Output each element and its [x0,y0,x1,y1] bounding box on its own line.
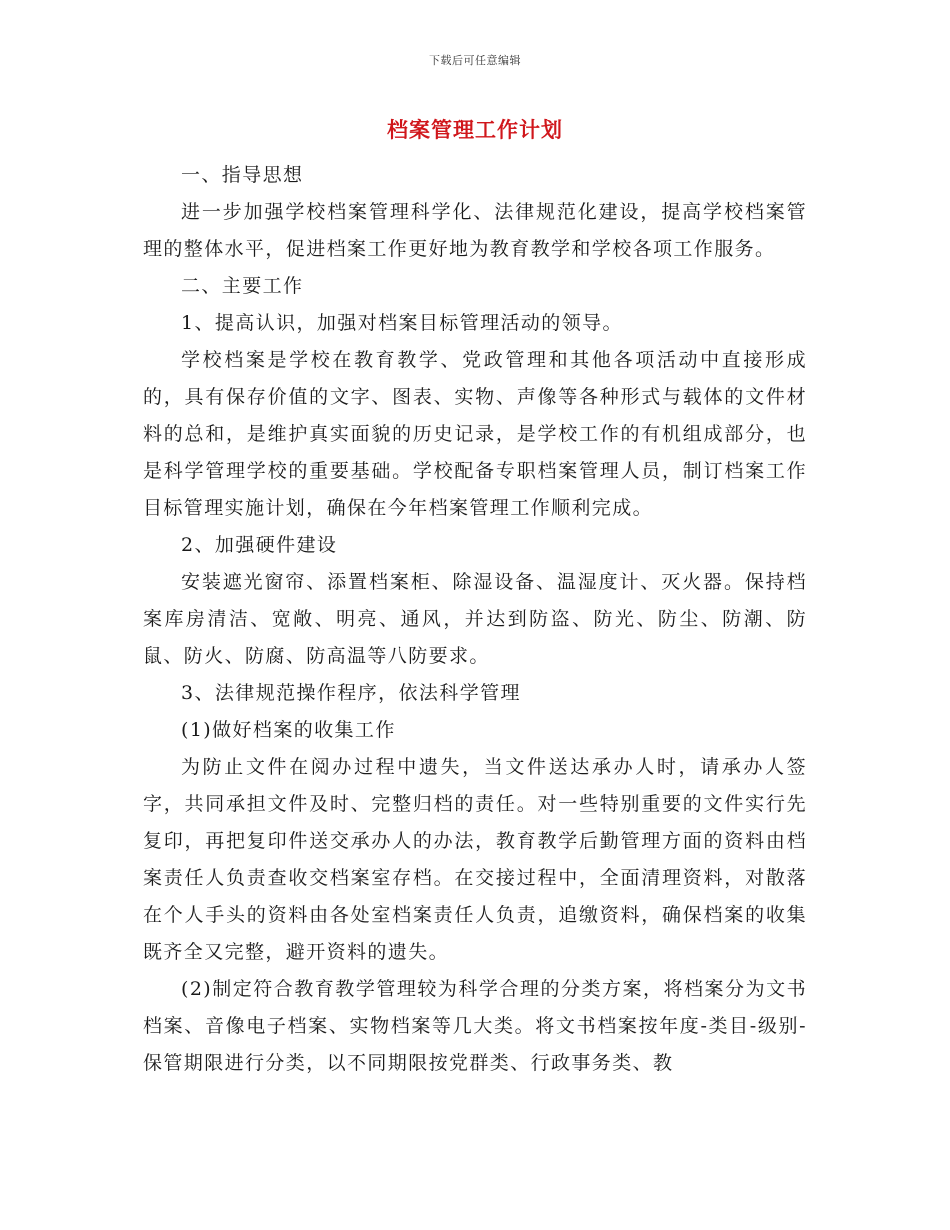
section-heading-guiding-ideology: 一、指导思想 [181,164,304,186]
paragraph: 进一步加强学校档案管理科学化、法律规范化建设，提高学校档案管理的整体水平，促进档案工作更好地为教育教学和学校各项工作服务。 [143,201,807,260]
subheading: 1、提高认识，加强对档案目标管理活动的领导。 [181,312,623,334]
document-title: 档案管理工作计划 [387,117,563,142]
paragraph: 为防止文件在阅办过程中遗失，当文件送达承办人时，请承办人签字，共同承担文件及时、完整归档的责任。对一些特别重要的文件实行先复印，再把复印件送交承办人的办法，教育教学后勤管理方面的资料由档案责任人负责查收交档案室存档。在交接过程中，全面清理资料，对散落在个人手头的资料由各处室档案责任人负责，追缴资料，确保档案的收集既齐全又完整，避开资料的遗失。 [143,756,807,963]
section-heading-main-work: 二、主要工作 [181,275,304,297]
subheading: 3、法律规范操作程序，依法科学管理 [181,682,521,704]
paragraph: 学校档案是学校在教育教学、党政管理和其他各项活动中直接形成的，具有保存价值的文字、图表、实物、声像等各种形式与载体的文件材料的总和，是维护真实面貌的历史记录，是学校工作的有机组成部分，也是科学管理学校的重要基础。学校配备专职档案管理人员，制订档案工作目标管理实施计划，确保在今年档案管理工作顺利完成。 [143,349,807,519]
document-body [143,157,807,1082]
paragraph: (2)制定符合教育教学管理较为科学合理的分类方案，将档案分为文书档案、音像电子档案、实物档案等几大类。将文书档案按年度-类目-级别-保管期限进行分类，以不同期限按党群类、行政事务类、教 [143,978,807,1074]
subheading: 2、加强硬件建设 [181,534,338,556]
subheading: (1)做好档案的收集工作 [181,719,396,741]
paragraph: 安装遮光窗帘、添置档案柜、除湿设备、温湿度计、灭火器。保持档案库房清洁、宽敞、明亮、通风，并达到防盗、防光、防尘、防潮、防鼠、防火、防腐、防高温等八防要求。 [143,571,807,667]
header-note: 下载后可任意编辑 [429,54,521,67]
